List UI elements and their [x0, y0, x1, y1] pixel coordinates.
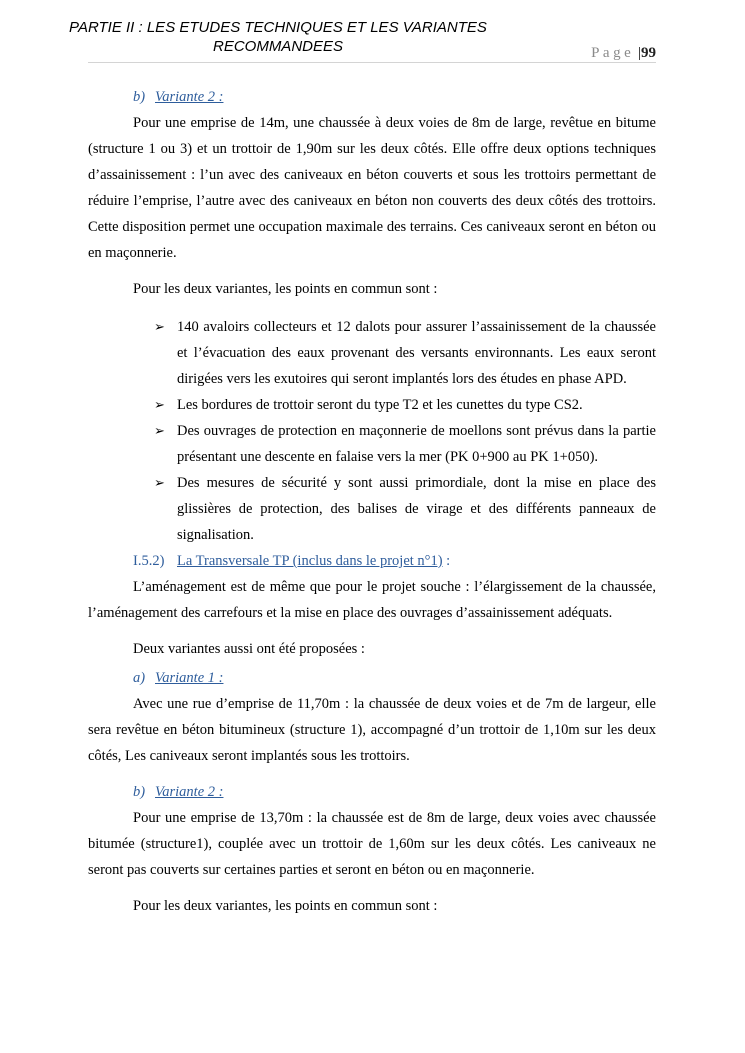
list-item [154, 418, 656, 470]
paragraph-common-intro: Pour les deux variantes, les points en commun sont : [133, 281, 438, 297]
list-item-text: Des ouvrages de protection en maçonnerie de moellons sont prévus dans la partie présentant une descente en falaise vers la mer (PK 0+900 au PK 1+050). [177, 423, 656, 465]
running-header-title: PARTIE II : LES ETUDES TECHNIQUES ET LES VARIANTES RECOMMANDEES [69, 19, 487, 55]
arrow-bullet-icon: ➢ [154, 423, 165, 438]
paragraph-variante-2: Pour une emprise de 14m, une chaussée à deux voies de 8m de large, revêtue en bitume (structure 1 ou 3) et un trottoir de 1,90m sur les deux côtés. Elle offre deux options techniques d’assainissement : l’un avec des caniveaux en béton couverts et sous les trottoirs permettant de réduire l’emprise, l’autre avec des caniveaux en béton non couverts des deux côtés des trottoirs. Cette disposition permet une occupation maximale des terrains. Ces caniveaux seront en béton ou en maçonnerie. [88, 115, 656, 261]
section-title: La Transversale TP (inclus dans le projet n°1) [177, 553, 443, 569]
page-label: Page [591, 45, 635, 61]
common-points-list [88, 314, 656, 548]
subheading-label: a) [133, 670, 146, 686]
section-heading [88, 548, 656, 574]
subheading-title: Variante 1 : [155, 670, 224, 686]
subheading-label: b) [133, 89, 146, 105]
list-item [154, 314, 656, 392]
subheading-title: Variante 2 : [155, 784, 224, 800]
list-item-text: 140 avaloirs collecteurs et 12 dalots pour assurer l’assainissement de la chaussée et l’évacuation des eaux provenant des versants environnants. Les eaux seront dirigées vers les exutoires qui seront implantés lors des études en phase APD. [177, 319, 656, 387]
paragraph-section-intro: L’aménagement est de même que pour le projet souche : l’élargissement de la chaussée, l’aménagement des carrefours et la mise en place des ouvrages d’assainissement adéquats. [88, 579, 656, 621]
section-number: I.5.2) [133, 553, 165, 569]
list-item [154, 392, 656, 418]
list-item [154, 470, 656, 548]
list-item-text: Des mesures de sécurité y sont aussi primordiale, dont la mise en place des glissières de protection, des balises de virage et des différents panneaux de signalisation. [177, 475, 656, 543]
arrow-bullet-icon: ➢ [154, 475, 165, 490]
subheading-label: b) [133, 784, 146, 800]
paragraph-variante-1: Avec une rue d’emprise de 11,70m : la chaussée de deux voies et de 7m de largeur, elle sera revêtue en béton bitumineux (structure 1), accompagné d’un trottoir de 1,10m sur les deux côtés, Les caniveaux seront implantés sous les trottoirs. [88, 696, 656, 764]
subheading-variante-2 [88, 84, 656, 110]
header-divider [88, 62, 656, 63]
subheading-title: Variante 2 : [155, 89, 224, 105]
page-separator: | [637, 45, 641, 61]
arrow-bullet-icon: ➢ [154, 397, 165, 412]
paragraph-common-intro-2: Pour les deux variantes, les points en commun sont : [133, 898, 438, 914]
subheading-variante-2-bis [88, 779, 656, 805]
page-body [88, 84, 656, 919]
page-number: 99 [641, 45, 656, 61]
paragraph-variante-2-bis: Pour une emprise de 13,70m : la chaussée est de 8m de large, deux voies avec chaussée bitumée (structure1), couplée avec un trottoir de 1,60m sur les deux côtés. Les caniveaux ne seront pas couverts sur certaines parties et seront en béton ou en maçonnerie. [88, 810, 656, 878]
section-suffix: : [442, 553, 451, 569]
page-number-block [540, 44, 656, 62]
paragraph-variants-intro: Deux variantes aussi ont été proposées : [133, 641, 365, 657]
arrow-bullet-icon: ➢ [154, 319, 165, 334]
subheading-variante-1 [88, 665, 656, 691]
list-item-text: Les bordures de trottoir seront du type T2 et les cunettes du type CS2. [177, 397, 583, 413]
